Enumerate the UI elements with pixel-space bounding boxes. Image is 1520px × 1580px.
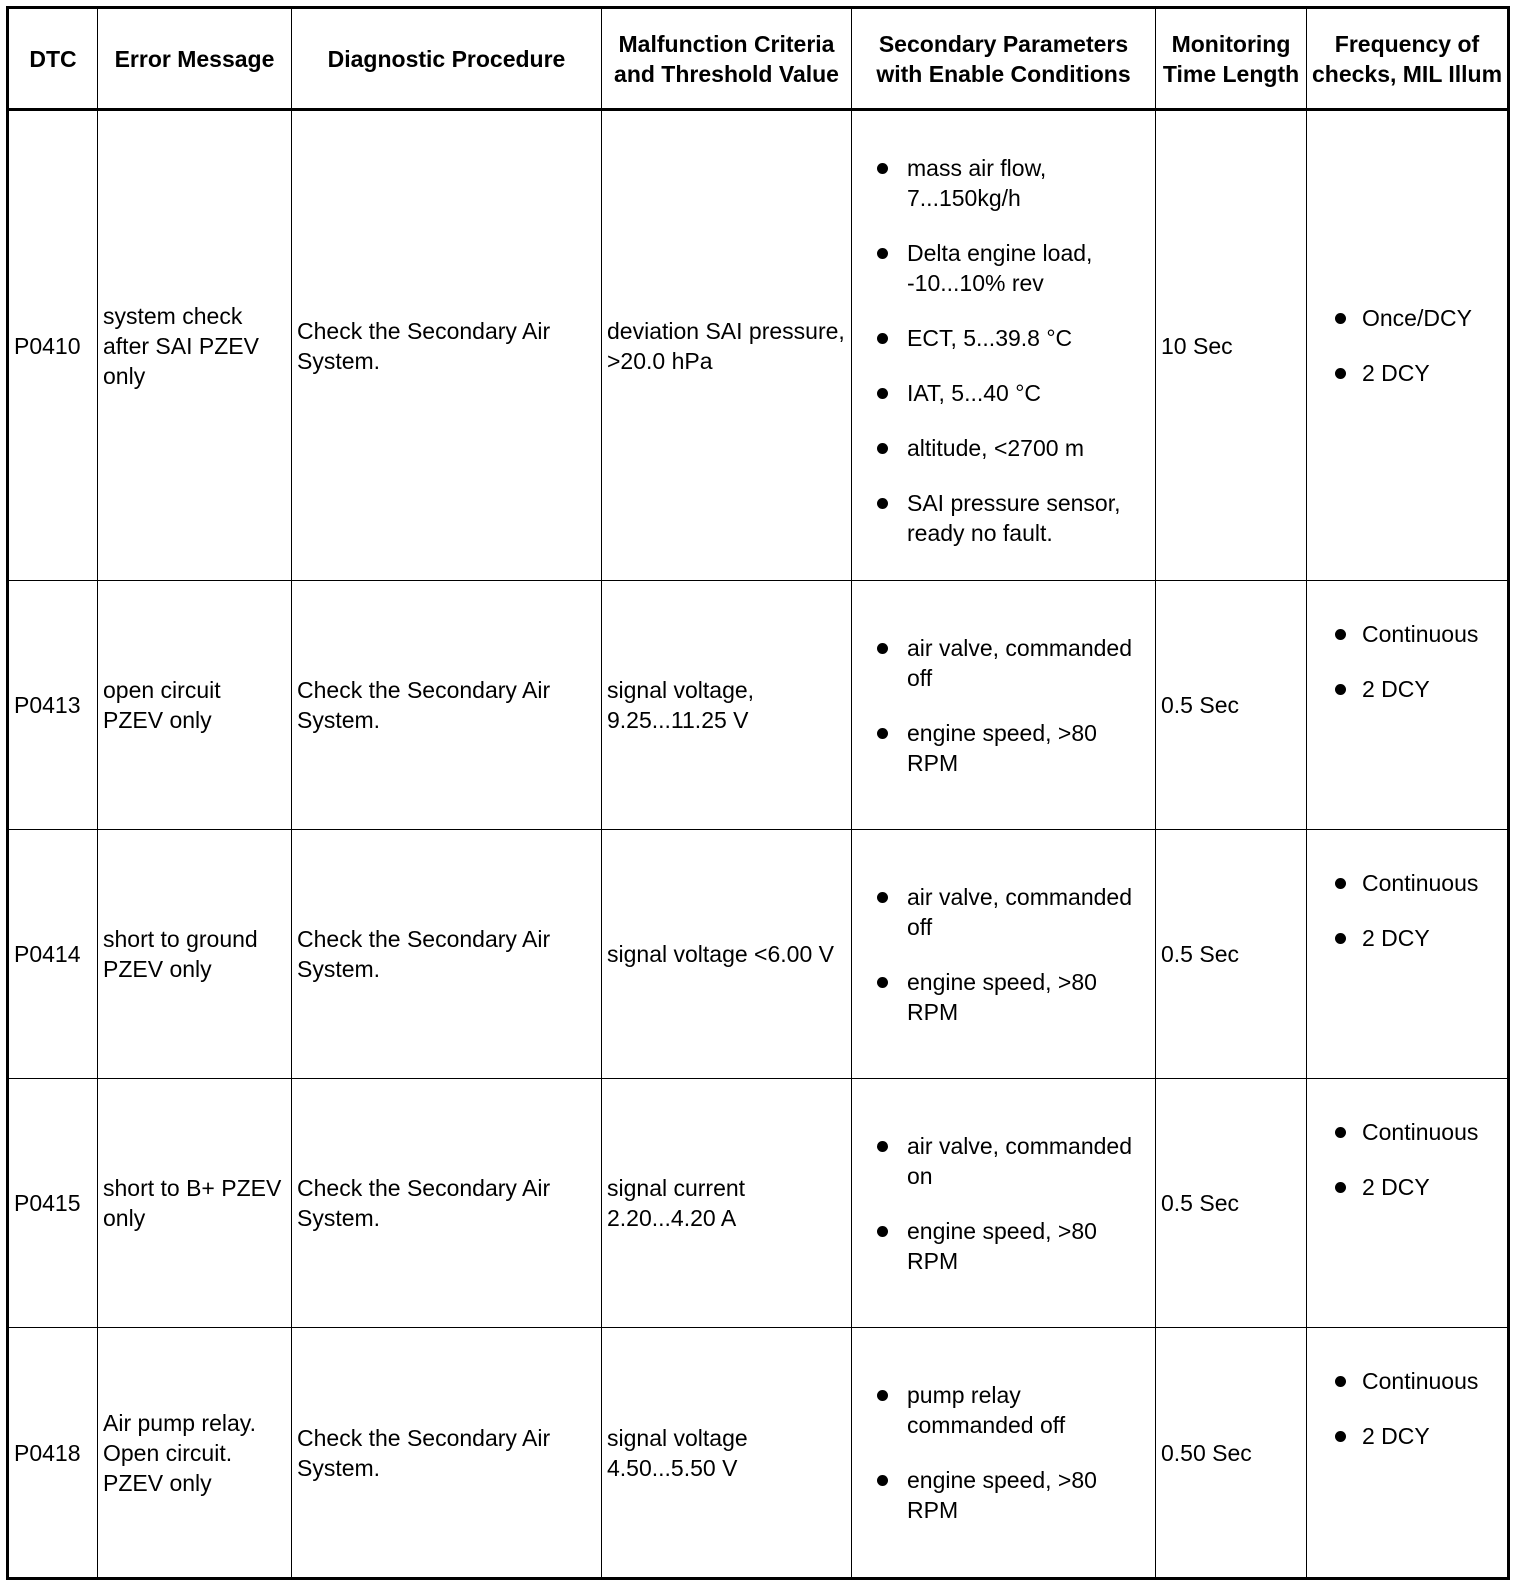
frequency-cell [1307,830,1509,1079]
parameter-item: Delta engine load, -10...10% rev [857,238,1151,298]
malfunction-criteria: deviation SAI pressure, >20.0 hPa [602,110,852,581]
malfunction-criteria: signal voltage 4.50...5.50 V [602,1328,852,1579]
dtc-code: P0410 [8,110,98,581]
frequency-item: 2 DCY [1312,358,1503,388]
frequency-item: Continuous [1312,619,1503,649]
monitoring-time: 0.5 Sec [1156,1079,1307,1328]
secondary-parameters [852,830,1156,1079]
header-secondary-parameters: Secondary Parameters with Enable Conditions [852,8,1156,110]
frequency-item: Continuous [1312,1366,1503,1396]
dtc-table [6,6,1510,1580]
dtc-code: P0418 [8,1328,98,1579]
table-row [8,830,1509,1079]
secondary-parameters [852,581,1156,830]
frequency-cell [1307,1079,1509,1328]
table-row [8,581,1509,830]
diagnostic-procedure: Check the Secondary Air System. [292,110,602,581]
frequency-cell [1307,110,1509,581]
parameter-item: SAI pressure sensor, ready no fault. [857,488,1151,548]
header-monitoring-time: Monitoring Time Length [1156,8,1307,110]
diagnostic-procedure: Check the Secondary Air System. [292,1079,602,1328]
malfunction-criteria: signal current 2.20...4.20 A [602,1079,852,1328]
monitoring-time: 10 Sec [1156,110,1307,581]
parameter-item: air valve, commanded off [857,633,1151,693]
dtc-code: P0414 [8,830,98,1079]
frequency-item: 2 DCY [1312,1421,1503,1451]
error-message: short to B+ PZEV only [98,1079,292,1328]
header-error-message: Error Message [98,8,292,110]
secondary-parameters [852,110,1156,581]
table-row [8,1328,1509,1579]
parameter-item: IAT, 5...40 °C [857,378,1151,408]
header-frequency: Frequency of checks, MIL Illum [1307,8,1509,110]
monitoring-time: 0.50 Sec [1156,1328,1307,1579]
diagnostic-procedure: Check the Secondary Air System. [292,830,602,1079]
frequency-cell [1307,581,1509,830]
error-message: short to ground PZEV only [98,830,292,1079]
dtc-code: P0415 [8,1079,98,1328]
diagnostic-procedure: Check the Secondary Air System. [292,1328,602,1579]
frequency-item: Once/DCY [1312,303,1503,333]
diagnostic-procedure: Check the Secondary Air System. [292,581,602,830]
parameter-item: altitude, <2700 m [857,433,1151,463]
parameter-item: air valve, commanded on [857,1131,1151,1191]
error-message: Air pump relay. Open circuit. PZEV only [98,1328,292,1579]
parameter-item: engine speed, >80 RPM [857,1216,1151,1276]
monitoring-time: 0.5 Sec [1156,830,1307,1079]
header-malfunction-criteria: Malfunction Criteria and Threshold Value [602,8,852,110]
monitoring-time: 0.5 Sec [1156,581,1307,830]
frequency-cell [1307,1328,1509,1579]
parameter-item: ECT, 5...39.8 °C [857,323,1151,353]
parameter-item: engine speed, >80 RPM [857,718,1151,778]
parameter-item: air valve, commanded off [857,882,1151,942]
frequency-item: Continuous [1312,1117,1503,1147]
parameter-item: mass air flow, 7...150kg/h [857,153,1151,213]
secondary-parameters [852,1328,1156,1579]
malfunction-criteria: signal voltage <6.00 V [602,830,852,1079]
secondary-parameters [852,1079,1156,1328]
dtc-code: P0413 [8,581,98,830]
table-row [8,110,1509,581]
frequency-item: 2 DCY [1312,1172,1503,1202]
header-dtc: DTC [8,8,98,110]
parameter-item: pump relay commanded off [857,1380,1151,1440]
header-row [8,8,1509,110]
table-row [8,1079,1509,1328]
frequency-item: Continuous [1312,868,1503,898]
malfunction-criteria: signal voltage, 9.25...11.25 V [602,581,852,830]
parameter-item: engine speed, >80 RPM [857,1465,1151,1525]
header-diagnostic-procedure: Diagnostic Procedure [292,8,602,110]
frequency-item: 2 DCY [1312,674,1503,704]
parameter-item: engine speed, >80 RPM [857,967,1151,1027]
error-message: open circuit PZEV only [98,581,292,830]
frequency-item: 2 DCY [1312,923,1503,953]
error-message: system check after SAI PZEV only [98,110,292,581]
